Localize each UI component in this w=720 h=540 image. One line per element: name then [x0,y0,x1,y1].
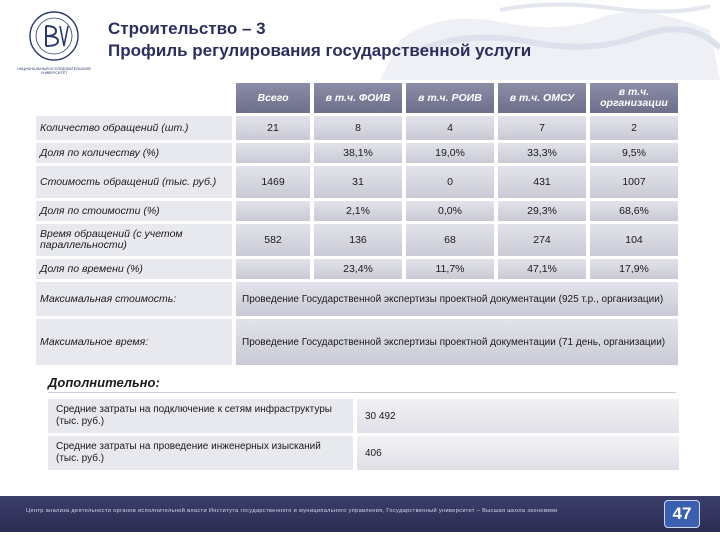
cell-organizations: 104 [590,224,678,256]
cell-roiv: 0 [406,166,494,198]
row-label: Средние затраты на проведение инженерных изысканий (тыс. руб.) [48,436,353,470]
table-row [36,166,678,198]
header-roiv: в т.ч. РОИВ [406,83,494,113]
cell-foiv: 23,4% [314,259,402,279]
header-organizations: в т.ч. организации [590,83,678,113]
cell-roiv: 19,0% [406,143,494,163]
row-value: 30 492 [357,399,679,433]
cell-total: 582 [236,224,310,256]
cell-foiv: 136 [314,224,402,256]
cell-total: 1469 [236,166,310,198]
cell-total: 21 [236,116,310,140]
header-omsu: в т.ч. ОМСУ [498,83,586,113]
cell-foiv: 31 [314,166,402,198]
row-label: Средние затраты на подключение к сетям инфраструктуры (тыс. руб.) [48,399,353,433]
cell-omsu: 7 [498,116,586,140]
row-label: Стоимость обращений (тыс. руб.) [36,166,232,198]
cell-omsu: 274 [498,224,586,256]
cell-roiv: 68 [406,224,494,256]
row-value: 406 [357,436,679,470]
row-label: Доля по стоимости (%) [36,201,232,221]
cell-organizations: 9,5% [590,143,678,163]
footer-bar [0,496,720,532]
cell-organizations: 2 [590,116,678,140]
header-total: Всего [236,83,310,113]
cell-foiv: 2,1% [314,201,402,221]
table-row [36,224,678,256]
cell-organizations: 17,9% [590,259,678,279]
university-logo [8,10,100,82]
cell-roiv: 11,7% [406,259,494,279]
university-seal-icon [8,10,100,62]
cell-roiv: 4 [406,116,494,140]
logo-caption: НАЦИОНАЛЬНЫЙ ИССЛЕДОВАТЕЛЬСКИЙ УНИВЕРСИТЕТ [17,67,91,76]
table-row [48,436,679,470]
table-row [36,116,678,140]
additional-heading: Дополнительно: [48,375,160,390]
max-cost-description: Проведение Государственной экспертизы проектной документации (925 т.р., организации) [236,282,678,316]
cell-omsu: 431 [498,166,586,198]
table-row [36,259,678,279]
cell-organizations: 1007 [590,166,678,198]
table-row [36,282,678,316]
cell-organizations: 68,6% [590,201,678,221]
cell-total-empty [236,143,310,163]
cell-foiv: 8 [314,116,402,140]
row-label: Доля по количеству (%) [36,143,232,163]
footer-text: Центр анализа деятельности органов исполнительной власти Института государственного и муниципального управления, Государственный университет – Высшая школа экономики [26,508,558,514]
table-row [36,201,678,221]
page-title [108,18,531,62]
table-row [36,143,678,163]
cell-roiv: 0,0% [406,201,494,221]
cell-omsu: 47,1% [498,259,586,279]
max-time-description: Проведение Государственной экспертизы проектной документации (71 день, организации) [236,319,678,365]
additional-table [48,396,679,473]
table-row [48,399,679,433]
cell-omsu: 33,3% [498,143,586,163]
header-foiv: в т.ч. ФОИВ [314,83,402,113]
cell-foiv: 38,1% [314,143,402,163]
regulation-profile-table [36,80,678,368]
cell-omsu: 29,3% [498,201,586,221]
page-number-badge: 47 [664,500,700,528]
table-row [36,319,678,365]
row-label: Время обращений (с учетом параллельности) [36,224,232,256]
row-label: Максимальное время: [36,319,232,365]
row-label: Максимальная стоимость: [36,282,232,316]
cell-total-empty [236,201,310,221]
title-line-1: Строительство – 3 [108,19,266,38]
row-label: Доля по времени (%) [36,259,232,279]
title-line-2: Профиль регулирования государственной услуги [108,41,532,60]
cell-total-empty [236,259,310,279]
row-label: Количество обращений (шт.) [36,116,232,140]
divider [48,392,676,393]
header-row [36,83,678,113]
